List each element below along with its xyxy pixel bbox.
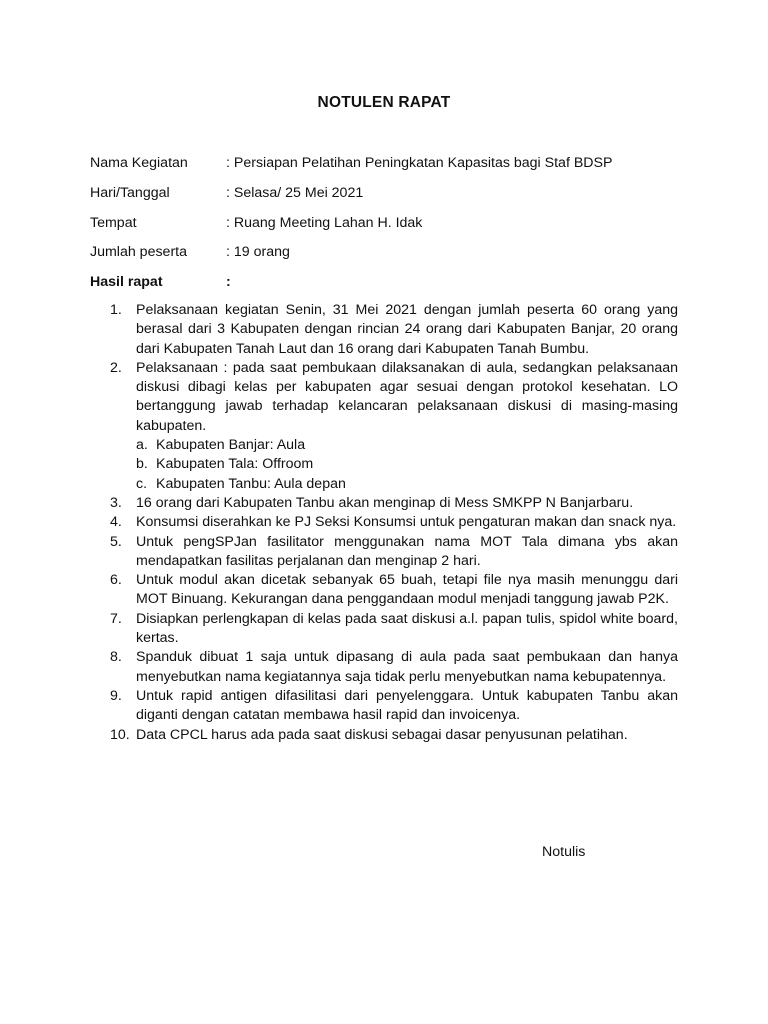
- sub-item-letter: c.: [136, 475, 148, 492]
- info-row-tempat: [90, 213, 422, 233]
- list-item: [110, 301, 678, 359]
- item-number: 9.: [110, 687, 122, 704]
- list-item: [110, 726, 678, 745]
- info-row-nama-kegiatan: [90, 153, 612, 173]
- signature-label: Notulis: [542, 844, 586, 860]
- info-value: : Ruang Meeting Lahan H. Idak: [226, 215, 423, 231]
- info-label: Nama Kegiatan: [90, 155, 188, 171]
- sub-item-text: Kabupaten Banjar: Aula: [156, 437, 306, 454]
- sub-list-item: [136, 436, 678, 455]
- item-text: Untuk rapid antigen difasilitasi dari penyelenggara. Untuk kabupaten Tanbu akan diganti dengan catatan membawa hasil rapid dan invoicenya.: [136, 687, 678, 724]
- item-number: 8.: [110, 649, 122, 666]
- item-text: Untuk modul akan dicetak sebanyak 65 buah, tetapi file nya masih menunggu dari MOT Binuang. Kekurangan dana penggandaan modul menjadi tanggung jawab P2K.: [136, 572, 678, 608]
- item-text: Spanduk dibuat 1 saja untuk dipasang di aula pada saat pembukaan dan hanya menyebutkan nama kegiatannya saja tidak perlu menyebutkan nama kebupatennya.: [136, 649, 678, 685]
- list-item: [110, 359, 678, 494]
- info-value: : 19 orang: [226, 244, 290, 260]
- sub-item-letter: a.: [136, 437, 148, 454]
- info-value: : Selasa/ 25 Mei 2021: [226, 185, 364, 201]
- hasil-rapat-list: [110, 301, 678, 745]
- sub-item-text: Kabupaten Tanbu: Aula depan: [156, 475, 346, 492]
- item-text: Pelaksanaan kegiatan Senin, 31 Mei 2021 dengan jumlah peserta 60 orang yang berasal dari 3 Kabupaten dengan rincian 24 orang dari Kabupaten Banjar, 20 orang dari Kabupaten Tanah Laut dan 16 orang dari Kabupaten Tanah Bumbu.: [136, 302, 678, 357]
- item-number: 5.: [110, 533, 122, 550]
- list-item: [110, 513, 678, 532]
- item-number: 10.: [110, 726, 130, 743]
- sub-list-item: [136, 475, 678, 494]
- item-number: 6.: [110, 572, 122, 589]
- item-text: 16 orang dari Kabupaten Tanbu akan menginap di Mess SMKPP N Banjarbaru.: [136, 494, 634, 511]
- sub-item-letter: b.: [136, 456, 148, 473]
- item-number: 4.: [110, 514, 122, 531]
- item-text: Konsumsi diserahkan ke PJ Seksi Konsumsi untuk pengaturan makan dan snack nya.: [136, 514, 677, 531]
- item-text: Data CPCL harus ada pada saat diskusi sebagai dasar penyusunan pelatihan.: [136, 726, 628, 743]
- info-value: : Persiapan Pelatihan Peningkatan Kapasitas bagi Staf BDSP: [226, 155, 613, 171]
- list-item: [110, 648, 678, 687]
- item-number: 2.: [110, 359, 122, 376]
- list-item: [110, 610, 678, 649]
- item-text: Disiapkan perlengkapan di kelas pada saat diskusi a.l. papan tulis, spidol white board, kertas.: [136, 610, 678, 647]
- item-number: 1.: [110, 302, 122, 318]
- document-title: NOTULEN RAPAT: [317, 94, 451, 111]
- sub-list: [136, 436, 678, 494]
- list-item: [110, 687, 678, 726]
- item-text: Untuk pengSPJan fasilitator menggunakan nama MOT Tala dimana ybs akan mendapatkan fasilitas perjalanan dan menginap 2 hari.: [136, 533, 678, 569]
- item-number: 7.: [110, 610, 122, 627]
- hasil-rapat-heading: [90, 272, 231, 292]
- hasil-rapat-label: Hasil rapat: [90, 274, 163, 290]
- item-number: 3.: [110, 494, 122, 511]
- list-item: [110, 494, 678, 513]
- hasil-rapat-separator: :: [226, 274, 231, 290]
- info-label: Hari/Tanggal: [90, 185, 170, 201]
- info-row-hari-tanggal: [90, 183, 363, 203]
- info-label: Tempat: [90, 215, 137, 231]
- info-label: Jumlah peserta: [90, 244, 187, 260]
- info-row-jumlah-peserta: [90, 242, 290, 262]
- list-item: [110, 571, 678, 610]
- item-text: Pelaksanaan : pada saat pembukaan dilaksanakan di aula, sedangkan pelaksanaan diskusi dibagi kelas per kabupaten agar sesuai dengan protokol kesehatan. LO bertanggung jawab terhadap kelancaran pelaksanaan diskusi di masing-masing kabupaten.: [136, 359, 678, 434]
- sub-item-text: Kabupaten Tala: Offroom: [156, 456, 314, 473]
- sub-list-item: [136, 455, 678, 474]
- list-item: [110, 533, 678, 572]
